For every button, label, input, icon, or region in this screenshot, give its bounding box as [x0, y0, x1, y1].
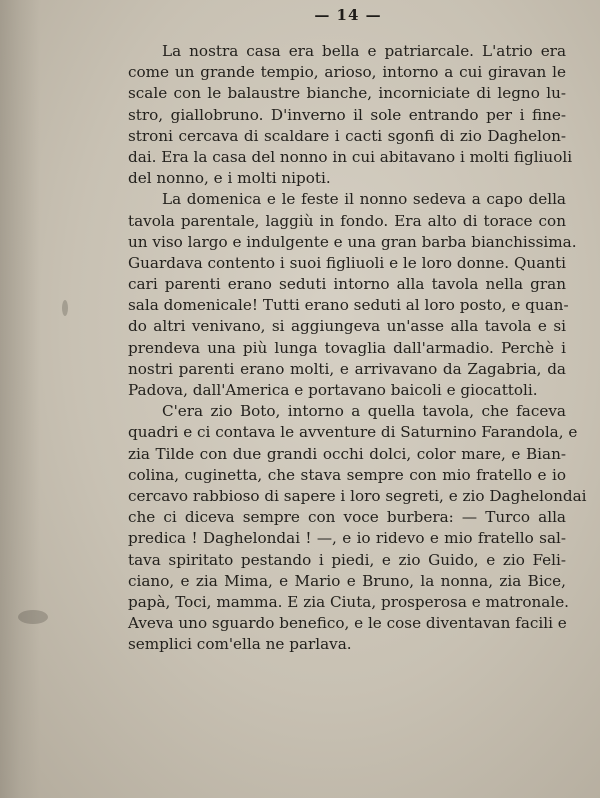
text-line: del nonno, e i molti nipoti.	[128, 169, 331, 188]
text-line: colina, cuginetta, che stava sempre con mio fratello e io	[128, 465, 566, 484]
page-gutter-shadow	[0, 0, 40, 798]
text-line: stroni cercava di scaldare i cacti sgonfi di zio Daghelon-	[128, 126, 566, 145]
text-line: La domenica e le feste il nonno sedeva a capo della	[162, 190, 566, 209]
text-line: ciano, e zia Mima, e Mario e Bruno, la nonna, zia Bice,	[128, 571, 566, 590]
text-line: do altri venivano, si aggiungeva un'asse alla tavola e si	[128, 317, 566, 336]
text-line: come un grande tempio, arioso, intorno a cui giravan le	[128, 63, 566, 82]
paragraph	[128, 41, 573, 189]
page-number: — 14 —	[314, 6, 382, 24]
text-line: quadri e ci contava le avventure di Saturnino Farandola, e	[128, 423, 578, 442]
text-line: sala domenicale! Tutti erano seduti al loro posto, e quan-	[128, 296, 569, 315]
body-text	[128, 41, 587, 655]
paragraph	[128, 189, 577, 401]
text-line: prendeva una più lunga tovaglia dall'armadio. Perchè i	[128, 338, 566, 357]
text-line: tavola parentale, laggiù in fondo. Era alto di torace con	[128, 211, 566, 230]
text-line: tava spiritato pestando i piedi, e zio Guido, e zio Feli-	[128, 550, 566, 569]
text-line: predica ! Daghelondai ! —, e io ridevo e mio fratello sal-	[128, 529, 566, 548]
text-line: C'era zio Boto, intorno a quella tavola, che faceva	[162, 402, 566, 421]
text-line: che ci diceva sempre con voce burbera: — Turco alla	[128, 508, 566, 527]
text-line: Guardava contento i suoi figliuoli e le loro donne. Quanti	[128, 253, 566, 272]
text-line: stro, giallobruno. D'inverno il sole entrando per i fine-	[128, 105, 566, 124]
text-line: un viso largo e indulgente e una gran barba bianchissima.	[128, 232, 577, 251]
text-line: papà, Toci, mamma. E zia Ciuta, prosperosa e matronale.	[128, 592, 570, 611]
text-line: dai. Era la casa del nonno in cui abitavano i molti figliuoli	[128, 147, 573, 166]
text-line: cercavo rabbioso di sapere i loro segreti, e zio Daghelondai	[128, 486, 587, 505]
paragraph	[128, 401, 587, 655]
text-line: zia Tilde con due grandi occhi dolci, color mare, e Bian-	[128, 444, 566, 463]
text-line: semplici com'ella ne parlava.	[128, 635, 352, 654]
text-line: cari parenti erano seduti intorno alla tavola nella gran	[128, 275, 566, 294]
paper-stain	[18, 610, 48, 624]
text-line: Aveva uno sguardo benefico, e le cose diventavan facili e	[128, 614, 567, 633]
text-line: nostri parenti erano molti, e arrivavano da Zagabria, da	[128, 359, 566, 378]
text-line: Padova, dall'America e portavano baicoli e giocattoli.	[128, 381, 538, 399]
paper-stain	[62, 300, 68, 316]
text-line: scale con le balaustre bianche, incorniciate di legno lu-	[128, 84, 566, 103]
text-line: La nostra casa era bella e patriarcale. L'atrio era	[162, 42, 566, 60]
